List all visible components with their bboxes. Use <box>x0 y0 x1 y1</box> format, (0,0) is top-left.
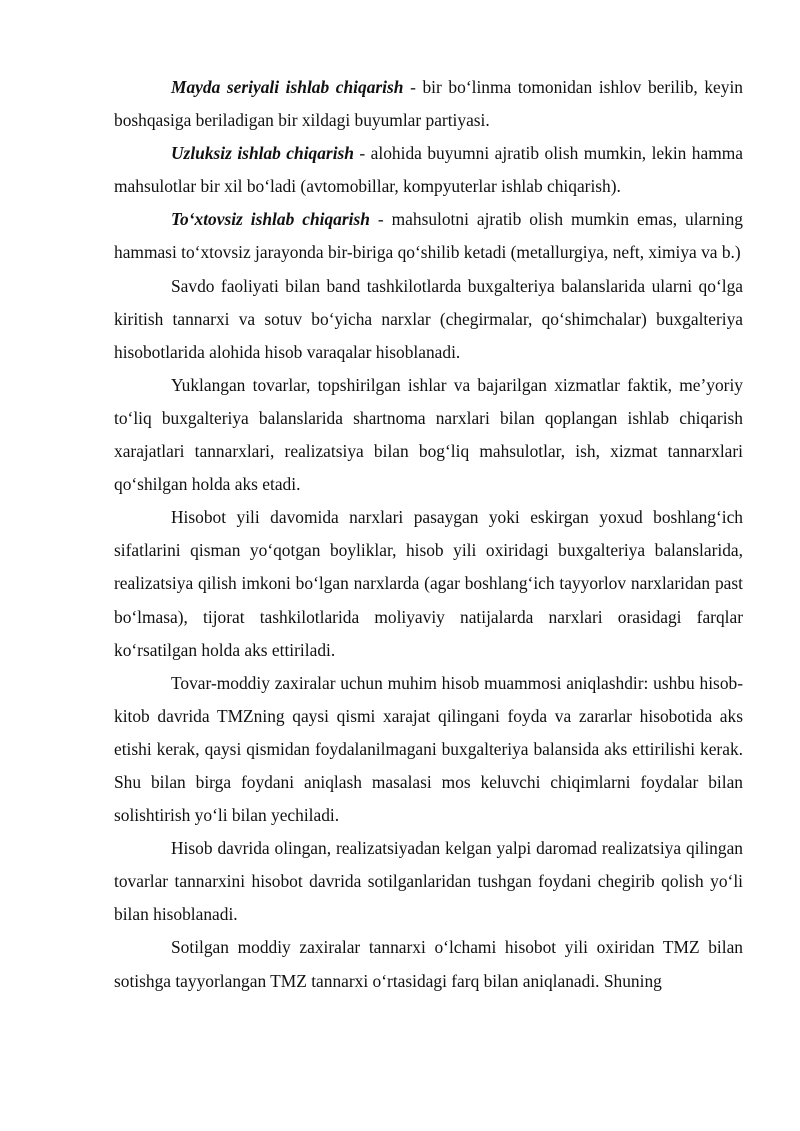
term-toxtovsiz: To‘xtovsiz ishlab chiqarish <box>171 209 370 230</box>
paragraph-hisob-davrida: Hisob davrida olingan, realizatsiyadan kelgan yalpi daromad realizatsiya qilingan tovarlar tannarxini hisobot davrida sotilganlaridan tushgan foydani chegirib qolish yo‘li bilan hisoblanadi. <box>114 838 743 925</box>
paragraph-text: - bir bo‘linma tomonidan ishlov berilib, keyin boshqasiga beriladigan bir xildagi buyumlar partiyasi. <box>114 77 743 131</box>
paragraph-text: - mahsulotni ajratib olish mumkin emas, ularning hammasi to‘xtovsiz jarayonda bir-biriga qo‘shilib ketadi (metallurgiya, neft, ximiya va b.) <box>114 209 743 263</box>
paragraph-hisobot-yili: Hisobot yili davomida narxlari pasaygan yoki eskirgan yoxud boshlang‘ich sifatlarini qisman yo‘qotgan boyliklar, hisob yili oxiridagi buxgalteriya balanslarida, realizatsiya qilish imkoni bo‘lgan narxlarda (agar boshlang‘ich tayyorlov narxlaridan past bo‘lmasa), tijorat tashkilotlarida moliyaviy natijalarda narxlari orasidagi farqlar ko‘rsatilgan holda aks ettiriladi. <box>114 507 743 660</box>
document-body <box>114 71 743 998</box>
paragraph-yuklangan-tovarlar: Yuklangan tovarlar, topshirilgan ishlar va bajarilgan xizmatlar faktik, me’yoriy to‘liq buxgalteriya balanslarida shartnoma narxlari bilan qoplangan ishlab chiqarish xarajatlari tannarxlari, realizatsiya bilan bog‘liq mahsulotlar, ish, xizmat tannarxlari qo‘shilgan holda aks etadi. <box>114 374 743 495</box>
paragraph-uzluksiz <box>114 137 743 203</box>
paragraph-savdo-faoliyati: Savdo faoliyati bilan band tashkilotlarda buxgalteriya balanslarida ularni qo‘lga kiritish tannarxi va sotuv bo‘yicha narxlar (chegirmalar, qo‘shimchalar) buxgalteriya hisobotlarida alohida hisob varaqalar hisoblanadi. <box>114 275 743 362</box>
paragraph-text: - alohida buyumni ajratib olish mumkin, lekin hamma mahsulotlar bir xil bo‘ladi (avtomobillar, kompyuterlar ishlab chiqarish). <box>114 143 743 197</box>
paragraph-mayda-seriyali <box>114 71 743 137</box>
paragraph-toxtovsiz <box>114 203 743 269</box>
term-mayda-seriyali: Mayda seriyali ishlab chiqarish <box>171 77 404 97</box>
paragraph-sotilgan-moddiy: Sotilgan moddiy zaxiralar tannarxi o‘lchami hisobot yili oxiridan TMZ bilan sotishga tayyorlangan TMZ tannarxi o‘rtasidagi farq bilan aniqlanadi. Shuning <box>114 937 743 991</box>
term-uzluksiz: Uzluksiz ishlab chiqarish <box>171 143 354 164</box>
paragraph-tovar-moddiy: Tovar-moddiy zaxiralar uchun muhim hisob muammosi aniqlashdir: ushbu hisob-kitob davrida TMZning qaysi qismi xarajat qilingani foyda va zararlar hisobotida aks etishi kerak, qaysi qismidan foydalanilmagani buxgalteriya balansida aks ettirilishi kerak. Shu bilan birga foydani aniqlash masalasi mos keluvchi chiqimlarni foydalar bilan solishtirish yo‘li bilan yechiladi. <box>114 672 743 826</box>
